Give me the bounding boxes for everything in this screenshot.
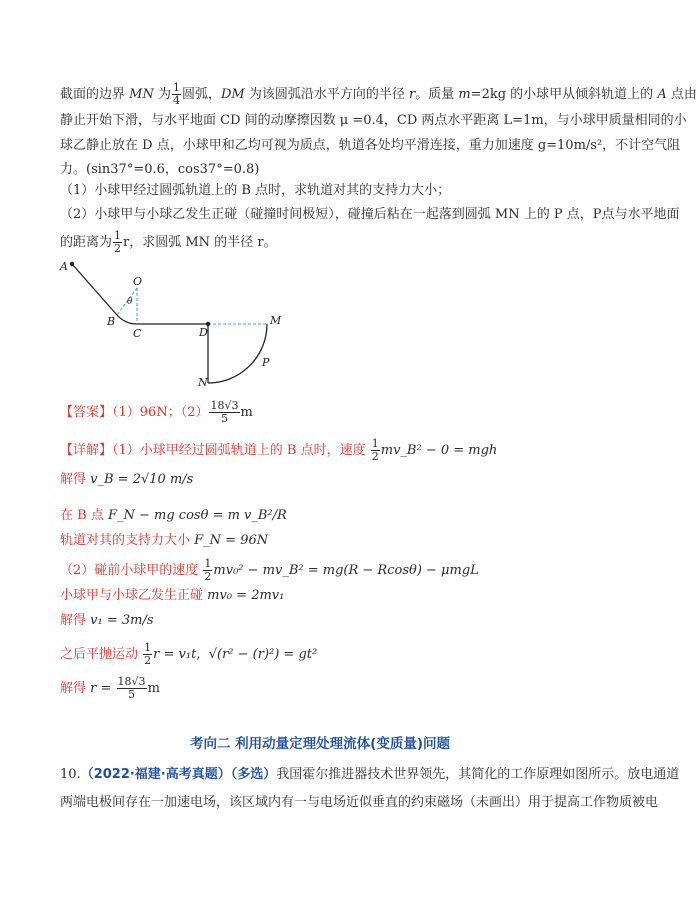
- label-d: D: [199, 326, 208, 339]
- point-a-dot: [70, 262, 74, 266]
- fraction-one-quarter: $\frac{1}{4}$: [172, 81, 180, 107]
- fraction-one-half: $\frac{1}{2}$: [114, 229, 122, 255]
- detail-part-2: （2）碰前小球甲的速度 $\frac{1}{2}$ mv₀² − mv_B² = mg(R − Rcosθ) − μmgL: [60, 557, 479, 583]
- problem-line-4: 力。(sin37°=0.6，cos37°=0.8): [60, 162, 260, 177]
- arc-mn: [208, 324, 267, 383]
- result-fraction: $\frac{18√3}{5}$: [117, 675, 146, 701]
- label-b: B: [107, 315, 116, 328]
- detail-solve-3: 解得 r = $\frac{18√3}{5}$ m: [60, 675, 160, 701]
- question-2-line-2: 的距离为 $\frac{1}{2}$ r，求圆弧 MN 的半径 r。: [60, 229, 277, 255]
- detail-projectile: 之后平抛运动 $\frac{1}{2}$ r = v₁t, √(r² − (r)²) = gt²: [60, 641, 318, 667]
- label-a: A: [60, 260, 68, 273]
- answer-line: 【答案】（1）96N；（2） $\frac{18√3}{5}$ m: [60, 399, 253, 425]
- detail-collide: 小球甲与小球乙发生正碰 mv₀ = 2mv₁: [60, 588, 285, 603]
- section-heading: 考向二 利用动量定理处理流体(变质量)问题: [189, 736, 451, 752]
- incline-track: [72, 264, 117, 315]
- track-diagram: [0, 258, 640, 398]
- problem-line-1: 截面的边界 MN 为 $\frac{1}{4}$ 圆弧，DM 为该圆弧沿水平方向的半径 r。质量 m=2kg 的小球甲从倾斜轨道上的 A 点由: [60, 81, 697, 107]
- arc-bc: [117, 315, 137, 324]
- label-c: C: [133, 327, 142, 340]
- q10-line-2: 两端电极间存在一加速电场，该区域内有一与电场近似垂直的约束磁场（未画出）用于提高工作物质被电: [60, 795, 659, 810]
- label-theta: θ: [127, 297, 133, 307]
- q10-source: （2022·福建·高考真题）（多选）: [80, 767, 277, 782]
- label-o: O: [133, 275, 143, 288]
- q10-line-1: 10.（2022·福建·高考真题）（多选）我国霍尔推进器技术世界领先，其简化的工作原理如图所示。放电通道: [60, 767, 680, 782]
- answer-tag: 【答案】: [60, 405, 113, 420]
- detail-line-1: 【详解】（1）小球甲经过圆弧轨道上的 B 点时，速度 $\frac{1}{2}$ mv_B² − 0 = mgh: [60, 437, 498, 463]
- label-m: M: [270, 314, 282, 327]
- problem-line-3: 球乙静止放在 D 点，小球甲和乙均可视为质点，轨道各处均平滑连接，重力加速度 g=10m/s²，不计空气阻: [60, 138, 681, 153]
- label-n: N: [198, 376, 208, 389]
- answer-fraction: $\frac{18√3}{5}$: [210, 399, 239, 425]
- detail-tag: 【详解】: [60, 443, 113, 458]
- detail-at-b: 在 B 点 F_N − mg cosθ = m v_B²/R: [60, 508, 287, 523]
- label-p: P: [262, 356, 270, 369]
- problem-line-2: 静止开始下滑，与水平地面 CD 间的动摩擦因数 μ =0.4，CD 两点水平距离 L=1m，与小球甲质量相同的小: [60, 113, 687, 128]
- question-1: （1）小球甲经过圆弧轨道上的 B 点时，求轨道对其的支持力大小；: [60, 183, 451, 198]
- question-2-line-1: （2）小球甲与小球乙发生正碰（碰撞时间极短），碰撞后粘在一起落到圆弧 MN 上的 P 点，P点与水平地面: [60, 207, 680, 222]
- q10-number: 10.: [60, 767, 81, 782]
- detail-support: 轨道对其的支持力大小 F_N = 96N: [60, 533, 269, 548]
- detail-solve-2: 解得 v₁ = 3m/s: [60, 613, 154, 628]
- detail-solve-1: 解得 v_B = 2√10 m/s: [60, 472, 194, 487]
